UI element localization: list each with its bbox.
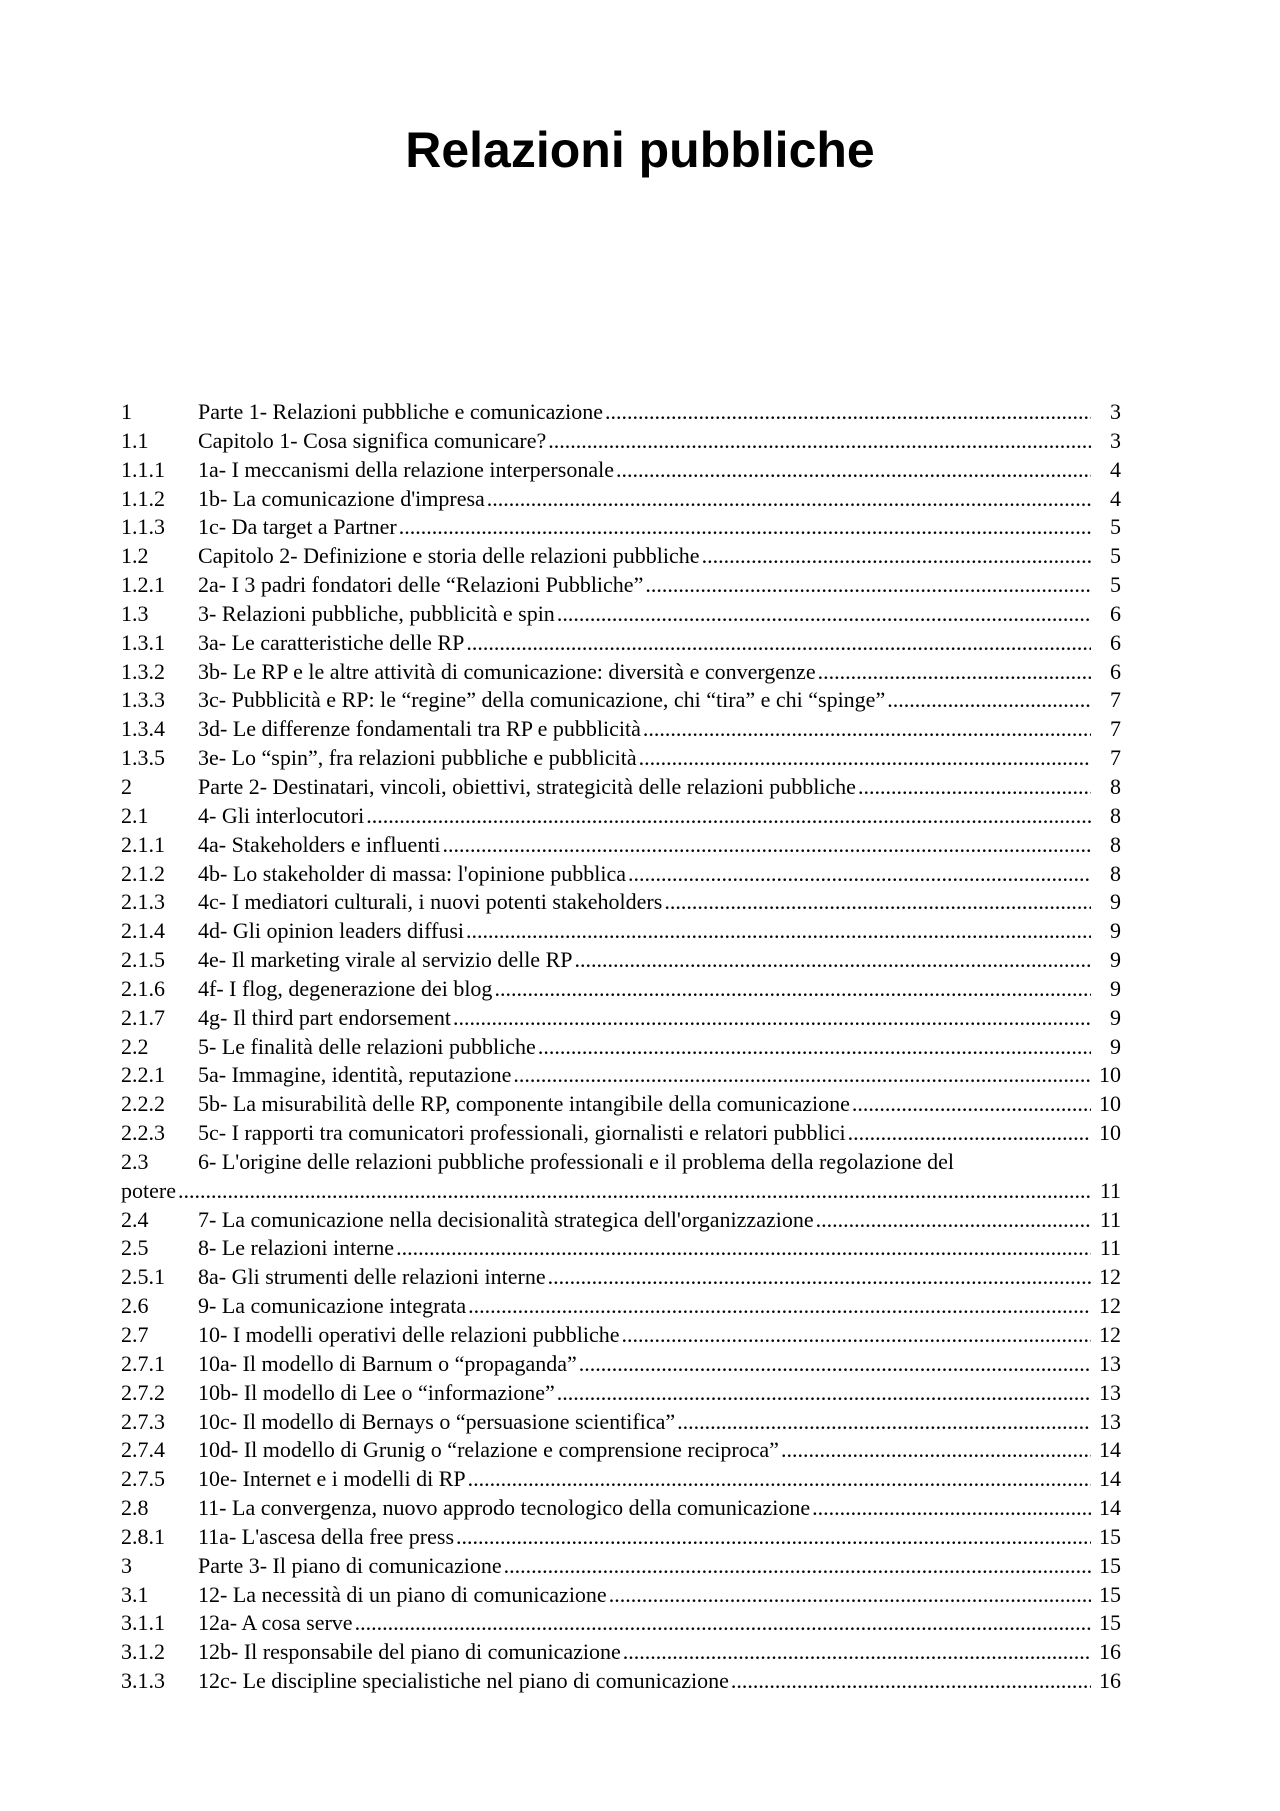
toc-entry-number: 1.3 (121, 600, 149, 626)
toc-entry-page: 7 (1110, 687, 1121, 713)
toc-entry-page: 9 (1110, 1033, 1121, 1059)
toc-entry-title: 4d- Gli opinion leaders diffusi (198, 918, 464, 944)
toc-entry[interactable] (121, 1119, 1121, 1148)
toc-entry-number: 2.7.5 (121, 1466, 165, 1492)
toc-entry[interactable] (121, 456, 1121, 485)
toc-entry-number: 1.2 (121, 543, 149, 569)
toc-entry[interactable] (121, 831, 1121, 860)
toc-entry-number: 3.1.3 (121, 1668, 165, 1694)
toc-leader-dots (628, 860, 1091, 889)
toc-entry-number: 1.2.1 (121, 572, 165, 598)
toc-entry-page: 14 (1099, 1437, 1121, 1463)
toc-entry[interactable] (121, 1494, 1121, 1523)
toc-entry[interactable] (121, 600, 1121, 629)
toc-entry-number: 1.1 (121, 427, 149, 453)
toc-entry-title: 1a- I meccanismi della relazione interpersonale (198, 456, 614, 482)
toc-entry[interactable] (121, 485, 1121, 514)
toc-entry-page: 8 (1110, 773, 1121, 799)
toc-entry-number: 2.7 (121, 1322, 149, 1347)
toc-leader-dots (848, 1119, 1091, 1148)
toc-entry-page: 4 (1110, 485, 1121, 511)
toc-leader-dots (557, 600, 1091, 629)
toc-entry-page: 4 (1110, 456, 1121, 482)
toc-entry-title: 4a- Stakeholders e influenti (198, 831, 441, 857)
toc-entry-number: 2.7.4 (121, 1437, 165, 1463)
toc-entry-page: 11 (1099, 1206, 1121, 1232)
toc-entry-number: 2.5.1 (121, 1264, 165, 1290)
toc-entry-page: 13 (1099, 1350, 1121, 1376)
toc-leader-dots (396, 1234, 1091, 1263)
toc-entry-number: 2.8.1 (121, 1523, 165, 1549)
toc-entry-number: 2.2.2 (121, 1091, 165, 1117)
toc-entry-number: 2.7.3 (121, 1408, 165, 1434)
toc-entry-page: 16 (1099, 1668, 1121, 1694)
toc-entry[interactable] (121, 571, 1121, 600)
toc-leader-dots (639, 744, 1091, 773)
toc-entry-title: 2a- I 3 padri fondatori delle “Relazioni Pubbliche” (198, 572, 644, 598)
toc-entry[interactable] (121, 860, 1121, 889)
toc-entry-title: 11a- L'ascesa della free press (198, 1523, 455, 1549)
toc-leader-dots (504, 1552, 1091, 1581)
toc-entry-page: 15 (1099, 1610, 1121, 1636)
toc-entry-number: 2.1.1 (121, 831, 165, 857)
toc-entry-title: 4g- Il third part endorsement (198, 1004, 451, 1030)
toc-entry[interactable] (121, 1206, 1121, 1235)
toc-entry[interactable] (121, 1465, 1121, 1494)
toc-entry[interactable] (121, 1061, 1121, 1090)
toc-entry-title: 3b- Le RP e le altre attività di comunicazione: diversità e convergenze (198, 658, 816, 684)
toc-entry[interactable] (121, 975, 1121, 1004)
toc-entry-title: 8- Le relazioni interne (198, 1235, 395, 1261)
toc-entry[interactable] (121, 946, 1121, 975)
toc-entry-title: 5c- I rapporti tra comunicatori professionali, giornalisti e relatori pubblici (198, 1120, 846, 1146)
toc-entry-title: Parte 3- Il piano di comunicazione (198, 1552, 502, 1578)
toc-entry-page: 8 (1110, 802, 1121, 828)
toc-entry[interactable] (121, 917, 1121, 946)
toc-entry-page: 11 (1099, 1235, 1121, 1261)
toc-entry-page: 10 (1099, 1120, 1121, 1146)
toc-entry[interactable] (121, 1033, 1121, 1062)
toc-entry-title: 12b- Il responsabile del piano di comunicazione (198, 1639, 621, 1665)
toc-entry-title: 4b- Lo stakeholder di massa: l'opinione pubblica (198, 860, 626, 886)
toc-leader-dots (466, 917, 1091, 946)
toc-entry-number: 2.6 (121, 1293, 149, 1319)
toc-entry-title: 10a- Il modello di Barnum o “propaganda” (198, 1350, 577, 1376)
toc-entry-title: 8a- Gli strumenti delle relazioni interne (198, 1264, 546, 1290)
toc-entry[interactable] (121, 1090, 1121, 1119)
toc-entry[interactable] (121, 1638, 1121, 1667)
toc-entry-page: 5 (1110, 543, 1121, 569)
toc-entry-number: 2.1.3 (121, 889, 165, 915)
toc-entry-page: 13 (1099, 1379, 1121, 1405)
toc-entry-title: Parte 1- Relazioni pubbliche e comunicazione (198, 399, 604, 424)
toc-leader-dots (366, 802, 1091, 831)
toc-entry-title: 10b- Il modello di Lee o “informazione” (198, 1379, 555, 1405)
toc-entry-page: 6 (1110, 629, 1121, 655)
toc-leader-dots (816, 1206, 1091, 1235)
toc-entry[interactable] (121, 1523, 1121, 1552)
toc-entry-page: 9 (1110, 918, 1121, 944)
toc-leader-dots (677, 1408, 1091, 1437)
toc-entry-number: 1.3.5 (121, 745, 165, 771)
toc-entry-page: 14 (1099, 1466, 1121, 1492)
toc-entry-number: 2.8 (121, 1495, 149, 1521)
toc-entry-page: 15 (1099, 1581, 1121, 1607)
toc-entry-number: 3.1.2 (121, 1639, 165, 1665)
toc-leader-dots (487, 485, 1091, 514)
toc-leader-dots (643, 715, 1091, 744)
toc-entry[interactable] (121, 1408, 1121, 1437)
toc-entry-title: 5b- La misurabilità delle RP, componente intangibile della comunicazione (198, 1091, 850, 1117)
toc-entry-page: 10 (1099, 1091, 1121, 1117)
toc-entry-page: 6 (1110, 600, 1121, 626)
toc-entry[interactable] (121, 1379, 1121, 1408)
toc-entry-title: 4c- I mediatori culturali, i nuovi potenti stakeholders (198, 889, 663, 915)
toc-entry-number: 1.3.4 (121, 716, 165, 742)
toc-entry-title: 9- La comunicazione integrata (198, 1293, 467, 1319)
toc-leader-dots (574, 946, 1091, 975)
toc-leader-dots (623, 1638, 1091, 1667)
toc-entry-number: 2.3 (121, 1148, 149, 1174)
toc-entry-title: 3e- Lo “spin”, fra relazioni pubbliche e pubblicità (198, 745, 637, 771)
toc-entry-title: 5- Le finalità delle relazioni pubbliche (198, 1033, 536, 1059)
toc-entry-title: 3- Relazioni pubbliche, pubblicità e spin (198, 600, 555, 626)
toc-entry-page: 9 (1110, 947, 1121, 973)
toc-leader-dots (453, 1004, 1091, 1033)
toc-entry[interactable] (121, 542, 1121, 571)
document-title: Relazioni pubbliche (405, 122, 875, 178)
toc-entry[interactable] (121, 513, 1121, 542)
toc-entry[interactable] (121, 1609, 1121, 1638)
toc-entry-page: 16 (1099, 1639, 1121, 1665)
toc-entry-number: 2.5 (121, 1235, 149, 1261)
toc-entry-title: 1c- Da target a Partner (198, 514, 397, 540)
toc-leader-dots (818, 658, 1091, 687)
toc-leader-dots (443, 831, 1091, 860)
toc-entry-page: 15 (1099, 1523, 1121, 1549)
toc-entry-number: 2.2 (121, 1033, 149, 1059)
toc-entry[interactable] (121, 1148, 1121, 1177)
toc-entry-page: 8 (1110, 831, 1121, 857)
toc-entry-page: 5 (1110, 572, 1121, 598)
toc-entry[interactable] (121, 802, 1121, 831)
toc-entry-number: 2.2.3 (121, 1120, 165, 1146)
toc-leader-dots (466, 629, 1091, 658)
toc-leader-dots (781, 1436, 1091, 1465)
toc-entry-title: 3a- Le caratteristiche delle RP (198, 629, 465, 655)
toc-entry-number: 1.1.2 (121, 485, 165, 511)
toc-entry-number: 2.7.1 (121, 1350, 165, 1376)
toc-entry-title-continuation: potere (121, 1177, 176, 1203)
toc-entry[interactable] (121, 1234, 1121, 1263)
toc-leader-dots (664, 888, 1091, 917)
toc-entry-title: 4e- Il marketing virale al servizio delle RP (198, 947, 573, 973)
toc-entry-number: 2.1.6 (121, 975, 165, 1001)
toc-leader-dots (605, 398, 1091, 427)
toc-entry-title: 7- La comunicazione nella decisionalità strategica dell'organizzazione (198, 1206, 814, 1232)
toc-entry-title: 3d- Le differenze fondamentali tra RP e pubblicità (198, 716, 641, 742)
toc-entry-page: 13 (1099, 1408, 1121, 1434)
toc-entry-number: 1 (121, 399, 132, 424)
toc-entry-page: 10 (1099, 1062, 1121, 1088)
toc-leader-dots (548, 427, 1091, 456)
toc-leader-dots (399, 513, 1091, 542)
toc-leader-dots (702, 542, 1091, 571)
toc-entry[interactable] (121, 1436, 1121, 1465)
toc-entry-title: Parte 2- Destinatari, vincoli, obiettivi, strategicità delle relazioni pubbliche (198, 773, 856, 799)
toc-entry-title: 10d- Il modello di Grunig o “relazione e comprensione reciproca” (198, 1437, 779, 1463)
toc-entry-page: 7 (1110, 716, 1121, 742)
toc-leader-dots (468, 1292, 1091, 1321)
toc-entry-page: 5 (1110, 514, 1121, 540)
toc-entry[interactable] (121, 1321, 1121, 1350)
toc-entry-number: 3.1 (121, 1581, 149, 1607)
toc-leader-dots (548, 1263, 1091, 1292)
toc-leader-dots (494, 975, 1091, 1004)
toc-entry-number: 2.1.2 (121, 860, 165, 886)
toc-entry-title: 12a- A cosa serve (198, 1610, 353, 1636)
toc-entry-title: 10- I modelli operativi delle relazioni pubbliche (198, 1322, 620, 1347)
toc-leader-dots (609, 1581, 1091, 1610)
toc-leader-dots (852, 1090, 1091, 1119)
toc-entry[interactable] (121, 1581, 1121, 1610)
toc-entry-title: 1b- La comunicazione d'impresa (198, 485, 485, 511)
toc-entry-number: 3 (121, 1552, 132, 1578)
toc-entry[interactable] (121, 888, 1121, 917)
toc-entry-number: 2.7.2 (121, 1379, 165, 1405)
toc-entry-title: 11- La convergenza, nuovo approdo tecnologico della comunicazione (198, 1495, 811, 1521)
toc-entry-title: 12c- Le discipline specialistiche nel piano di comunicazione (198, 1668, 729, 1694)
toc-entry[interactable] (121, 398, 1121, 427)
toc-leader-dots (616, 456, 1091, 485)
toc-entry-title: 10e- Internet e i modelli di RP (198, 1466, 466, 1492)
toc-leader-dots (557, 1379, 1091, 1408)
toc-entry[interactable] (121, 1292, 1121, 1321)
toc-entry[interactable] (121, 1552, 1121, 1581)
toc-leader-dots (645, 571, 1091, 600)
toc-entry-number: 1.1.1 (121, 456, 165, 482)
toc-entry-page: 7 (1110, 745, 1121, 771)
toc-entry[interactable] (121, 658, 1121, 687)
toc-entry-title: Capitolo 1- Cosa significa comunicare? (198, 427, 547, 453)
toc-leader-dots (178, 1177, 1091, 1206)
toc-entry-page: 3 (1110, 427, 1121, 453)
toc-entry-number: 2.1.4 (121, 918, 165, 944)
toc-entry-number: 3.1.1 (121, 1610, 165, 1636)
toc-entry-title: 3c- Pubblicità e RP: le “regine” della comunicazione, chi “tira” e chi “spinge” (198, 687, 886, 713)
toc-entry[interactable] (121, 427, 1121, 456)
toc-entry-page: 14 (1099, 1495, 1121, 1521)
toc-entry-number: 2.1 (121, 802, 149, 828)
toc-entry-page: 6 (1110, 658, 1121, 684)
toc-entry-title: 4f- I flog, degenerazione dei blog (198, 975, 493, 1001)
toc-entry-number: 1.1.3 (121, 514, 165, 540)
toc-leader-dots (355, 1609, 1091, 1638)
toc-leader-dots (456, 1523, 1091, 1552)
toc-entry-title: 4- Gli interlocutori (198, 802, 365, 828)
toc-leader-dots (468, 1465, 1091, 1494)
toc-entry-continuation[interactable] (121, 1177, 1121, 1206)
toc-entry-number: 1.3.3 (121, 687, 165, 713)
toc-leader-dots (538, 1033, 1091, 1062)
toc-entry[interactable] (121, 1350, 1121, 1379)
toc-entry[interactable] (121, 744, 1121, 773)
toc-entry-number: 1.3.2 (121, 658, 165, 684)
toc-leader-dots (622, 1321, 1091, 1350)
toc-entry[interactable] (121, 686, 1121, 715)
toc-entry-title: 10c- Il modello di Bernays o “persuasione scientifica” (198, 1408, 676, 1434)
toc-leader-dots (887, 686, 1091, 715)
toc-entry-page: 15 (1099, 1552, 1121, 1578)
toc-entry-page: 12 (1099, 1322, 1121, 1347)
toc-entry-page: 3 (1110, 399, 1121, 424)
toc-entry[interactable] (121, 1004, 1121, 1033)
toc-entry[interactable] (121, 1263, 1121, 1292)
toc-leader-dots (579, 1350, 1091, 1379)
toc-leader-dots (513, 1061, 1091, 1090)
toc-entry-title: Capitolo 2- Definizione e storia delle relazioni pubbliche (198, 543, 700, 569)
toc-entry-page: 11 (1099, 1177, 1121, 1203)
toc-entry[interactable] (121, 629, 1121, 658)
toc-leader-dots (731, 1667, 1091, 1696)
toc-entry-number: 1.3.1 (121, 629, 165, 655)
toc-entry-page: 9 (1110, 1004, 1121, 1030)
toc-entry-page: 12 (1099, 1293, 1121, 1319)
toc-entry-number: 2 (121, 773, 132, 799)
toc-entry[interactable] (121, 715, 1121, 744)
toc-entry-page: 12 (1099, 1264, 1121, 1290)
toc-entry-page: 9 (1110, 889, 1121, 915)
toc-entry-page: 9 (1110, 975, 1121, 1001)
toc-leader-dots (858, 773, 1091, 802)
toc-entry-number: 2.2.1 (121, 1062, 165, 1088)
table-of-contents (121, 398, 1121, 1696)
toc-entry-title: 12- La necessità di un piano di comunicazione (198, 1581, 607, 1607)
toc-entry[interactable] (121, 773, 1121, 802)
toc-entry-number: 2.1.5 (121, 947, 165, 973)
toc-entry-number: 2.4 (121, 1206, 149, 1232)
toc-entry[interactable] (121, 1667, 1121, 1696)
toc-entry-number: 2.1.7 (121, 1004, 165, 1030)
toc-leader-dots (812, 1494, 1091, 1523)
toc-entry-page: 8 (1110, 860, 1121, 886)
toc-entry-title: 5a- Immagine, identità, reputazione (198, 1062, 512, 1088)
toc-entry-title: 6- L'origine delle relazioni pubbliche professionali e il problema della regolazione del (198, 1148, 954, 1174)
